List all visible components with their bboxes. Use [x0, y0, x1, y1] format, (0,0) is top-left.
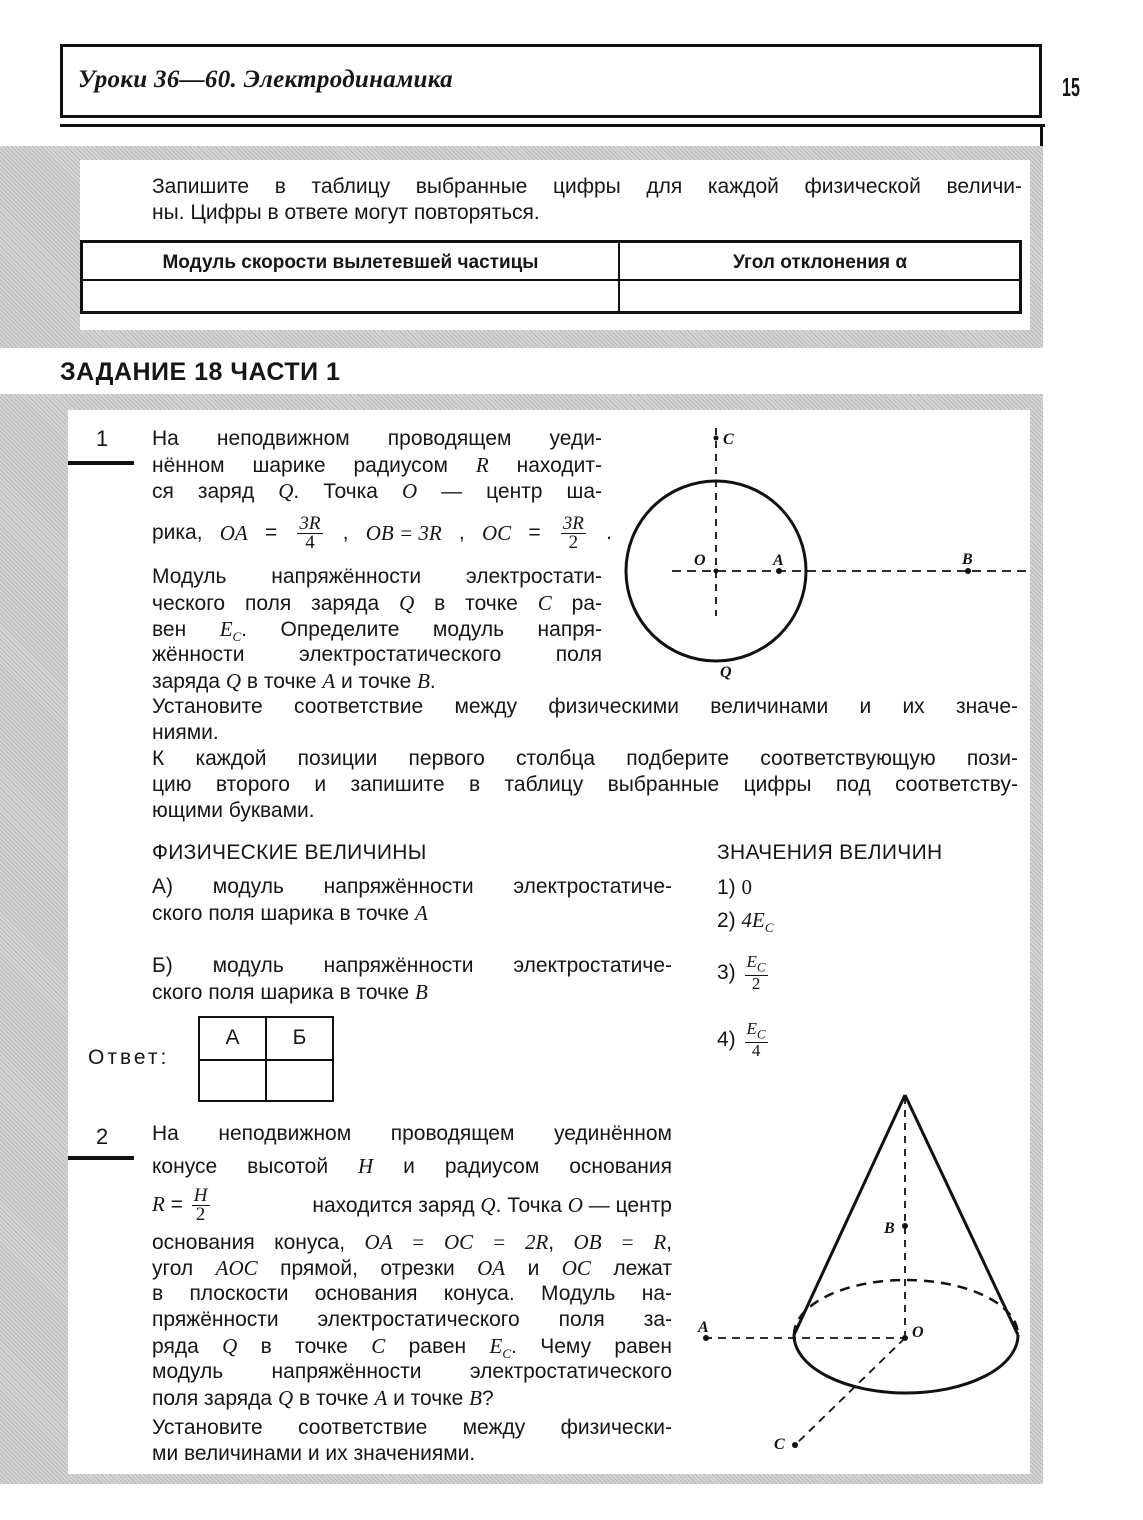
task1-line: цию второго и запишите в таблицу выбранные цифры под соответству-	[152, 773, 1018, 796]
label-C: C	[723, 431, 734, 448]
option-2: 2) $4E_C$	[717, 908, 774, 936]
task2-line: модуль напряжённости электростатического	[152, 1360, 672, 1383]
sphere-diagram	[610, 420, 1035, 690]
header-underline	[60, 124, 1045, 127]
task-2-rule	[68, 1156, 134, 1160]
point-B	[965, 568, 971, 574]
label-C: C	[774, 1436, 785, 1453]
task1-line: ся заряд Q. Точка O — центр ша-	[152, 479, 602, 503]
answer-cell-B[interactable]	[267, 1061, 332, 1100]
previous-task-instruction	[152, 174, 1022, 226]
task1-line: На неподвижном проводящем уеди-	[152, 427, 602, 450]
task-2-number: 2	[96, 1124, 109, 1149]
task2-line: ми величинами и их значениями.	[152, 1442, 476, 1465]
quantity-B: ского поля шарика в точке B	[152, 980, 428, 1004]
section-heading: ЗАДАНИЕ 18 ЧАСТИ 1	[60, 358, 341, 386]
answer-label: Ответ:	[88, 1046, 170, 1069]
task2-line: конусе высотой H и радиусом основания	[152, 1154, 673, 1178]
point-O	[714, 569, 719, 574]
page-number: 15	[1062, 72, 1080, 102]
task-1-rule	[68, 461, 134, 465]
task2-formula-line: R = $\frac{H}{2}$ находится заряд Q. Точка O — центр	[152, 1184, 672, 1225]
task1-line: заряда Q в точке A и точке B.	[152, 669, 436, 693]
point-C	[714, 436, 719, 441]
point-C	[792, 1442, 798, 1448]
task1-line: ческого поля заряда Q в точке C ра-	[152, 591, 602, 615]
fraction-3R-over-2: $\frac{3R}{2}$	[562, 512, 584, 553]
label-A: A	[773, 552, 784, 569]
point-B	[902, 1223, 908, 1229]
task1-line: К каждой позиции первого столбца подберите соответствующую пози-	[152, 747, 1018, 770]
instruction-line: ны. Цифры в ответе могут повторяться.	[152, 201, 540, 224]
task2-line: На неподвижном проводящем уединённом	[152, 1122, 672, 1145]
quantity-A: ского поля шарика в точке A	[152, 901, 428, 925]
label-A: A	[698, 1319, 709, 1336]
answer-cell-A[interactable]	[200, 1061, 265, 1100]
task1-formula-line: рика, OA = $\frac{3R}{4}$ , OB = 3R , OC = $\frac{3R}{2}$ .	[152, 512, 612, 553]
answer-cell-angle[interactable]	[620, 281, 1020, 311]
label-O: O	[912, 1324, 924, 1341]
label-O: O	[694, 552, 706, 569]
label-Q: Q	[720, 664, 732, 681]
task1-line: Установите соответствие между физическими величинами и их значе-	[152, 695, 1018, 718]
answer-col-B: Б	[292, 1026, 307, 1049]
point-O	[902, 1335, 908, 1341]
task1-line: ющими буквами.	[152, 799, 315, 822]
task2-line: угол AOC прямой, отрезки OA и OC лежат	[152, 1256, 672, 1280]
table-header-angle: Угол отклонения α	[732, 252, 908, 273]
task-1-number: 1	[96, 426, 109, 451]
quantities-header: ФИЗИЧЕСКИЕ ВЕЛИЧИНЫ	[152, 841, 427, 864]
task1-line: жённости электростатического поля	[152, 643, 602, 666]
values-header: ЗНАЧЕНИЯ ВЕЛИЧИН	[717, 841, 943, 864]
fraction-3R-over-4: $\frac{3R}{4}$	[299, 512, 321, 553]
task2-line: ряда Q в точке C равен $E_C$. Чему равен	[152, 1334, 672, 1362]
label-B: B	[884, 1220, 895, 1237]
quantity-B: Б) модуль напряжённости электростатиче-	[152, 954, 672, 977]
task1-line: нённом шарике радиусом R находит-	[152, 453, 602, 477]
previous-answer-table	[80, 240, 1022, 314]
task1-line: вен $E_C$. Определите модуль напря-	[152, 617, 603, 645]
task2-line: пряжённости электростатического поля за-	[152, 1308, 672, 1331]
task2-line: в плоскости основания конуса. Модуль на-	[152, 1282, 672, 1305]
answer-cell-speed[interactable]	[83, 281, 618, 311]
task1-line: ниями.	[152, 721, 219, 744]
answer-grid	[198, 1016, 334, 1102]
quantity-A: А) модуль напряжённости электростатиче-	[152, 875, 672, 898]
option-1: 1) 0	[717, 875, 753, 899]
instruction-line: Запишите в таблицу выбранные цифры для каждой физической величи-	[152, 175, 1022, 198]
task1-line: Модуль напряжённости электростати-	[152, 565, 602, 588]
task2-line: основания конуса, OA = OC = 2R, OB = R,	[152, 1230, 673, 1254]
table-header-speed: Модуль скорости вылетевшей частицы	[162, 252, 539, 273]
option-4: 4) $\frac{E_C}{4}$	[717, 1018, 766, 1061]
cone-diagram	[690, 1085, 1035, 1470]
task2-line: поля заряда Q в точке A и точке B?	[152, 1386, 494, 1410]
running-header-title: Уроки 36—60. Электродинамика	[78, 66, 453, 93]
task2-line: Установите соответствие между физически-	[152, 1416, 672, 1439]
fraction-H-over-2: $\frac{H}{2}$	[193, 1184, 208, 1225]
option-3: 3) $\frac{E_C}{2}$	[717, 951, 766, 994]
answer-col-A: А	[225, 1026, 240, 1049]
label-B: B	[962, 551, 973, 568]
